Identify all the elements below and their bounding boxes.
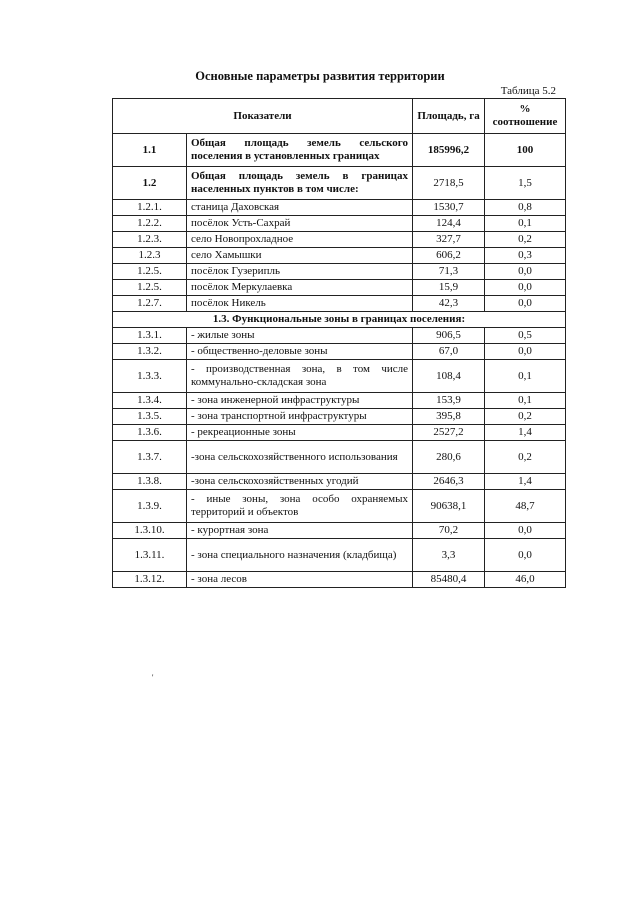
table-row — [113, 134, 566, 167]
row-name: - зона транспортной инфраструктуры — [187, 409, 413, 425]
row-percent: 0,0 — [485, 539, 566, 572]
row-number: 1.3.2. — [113, 344, 187, 360]
row-percent: 0,1 — [485, 216, 566, 232]
row-number: 1.3.10. — [113, 523, 187, 539]
row-name: - жилые зоны — [187, 328, 413, 344]
row-name: - зона специального назначения (кладбища) — [187, 539, 413, 572]
row-number: 1.2 — [113, 167, 187, 200]
parameters-table — [112, 98, 566, 588]
row-area: 2646,3 — [413, 474, 485, 490]
row-name: Общая площадь земель сельского поселения в установленных границах — [187, 134, 413, 167]
row-area: 42,3 — [413, 296, 485, 312]
row-percent: 46,0 — [485, 572, 566, 588]
row-number: 1.3.5. — [113, 409, 187, 425]
table-row — [113, 572, 566, 588]
row-number: 1.3.12. — [113, 572, 187, 588]
row-area: 67,0 — [413, 344, 485, 360]
table-row — [113, 296, 566, 312]
table-row — [113, 280, 566, 296]
row-name: посёлок Никель — [187, 296, 413, 312]
row-percent: 1,5 — [485, 167, 566, 200]
row-percent: 0,2 — [485, 409, 566, 425]
row-name: -зона сельскохозяйственных угодий — [187, 474, 413, 490]
table-row — [113, 523, 566, 539]
row-name: - производственная зона, в том числе коммунально-складская зона — [187, 360, 413, 393]
row-number: 1.2.5. — [113, 264, 187, 280]
row-number: 1.3.1. — [113, 328, 187, 344]
row-number: 1.2.2. — [113, 216, 187, 232]
row-number: 1.2.7. — [113, 296, 187, 312]
row-name: - общественно-деловые зоны — [187, 344, 413, 360]
row-percent: 100 — [485, 134, 566, 167]
row-area: 90638,1 — [413, 490, 485, 523]
table-row — [113, 328, 566, 344]
row-name: -зона сельскохозяйственного использования — [187, 441, 413, 474]
row-name: село Хамышки — [187, 248, 413, 264]
row-percent: 0,8 — [485, 200, 566, 216]
table-row — [113, 360, 566, 393]
row-percent: 1,4 — [485, 425, 566, 441]
row-number: 1.2.3 — [113, 248, 187, 264]
table-row — [113, 264, 566, 280]
row-area: 327,7 — [413, 232, 485, 248]
row-name: - иные зоны, зона особо охраняемых территорий и объектов — [187, 490, 413, 523]
table-row — [113, 393, 566, 409]
row-number: 1.3.8. — [113, 474, 187, 490]
row-name: посёлок Усть-Сахрай — [187, 216, 413, 232]
row-name: село Новопрохладное — [187, 232, 413, 248]
row-name: посёлок Меркулаевка — [187, 280, 413, 296]
table-row — [113, 441, 566, 474]
row-percent: 0,5 — [485, 328, 566, 344]
row-number: 1.3.6. — [113, 425, 187, 441]
row-percent: 0,2 — [485, 232, 566, 248]
row-area: 70,2 — [413, 523, 485, 539]
stray-mark: ' — [152, 673, 154, 682]
row-area: 3,3 — [413, 539, 485, 572]
table-row — [113, 409, 566, 425]
row-area: 71,3 — [413, 264, 485, 280]
table-body — [113, 134, 566, 588]
section-functional-zones: 1.3. Функциональные зоны в границах поселения: — [113, 312, 566, 328]
row-name: станица Даховская — [187, 200, 413, 216]
row-name: - зона лесов — [187, 572, 413, 588]
table-row — [113, 232, 566, 248]
row-number: 1.3.9. — [113, 490, 187, 523]
row-number: 1.2.1. — [113, 200, 187, 216]
row-percent: 0,1 — [485, 360, 566, 393]
row-area: 185996,2 — [413, 134, 485, 167]
row-percent: 0,0 — [485, 264, 566, 280]
row-percent: 0,1 — [485, 393, 566, 409]
row-name: Общая площадь земель в границах населенных пунктов в том числе: — [187, 167, 413, 200]
table-row — [113, 539, 566, 572]
section-header-row — [113, 312, 566, 328]
row-number: 1.3.11. — [113, 539, 187, 572]
row-number: 1.2.5. — [113, 280, 187, 296]
table-row — [113, 167, 566, 200]
table-label: Таблица 5.2 — [500, 85, 556, 97]
row-percent: 0,3 — [485, 248, 566, 264]
header-indicators: Показатели — [113, 99, 413, 134]
header-percent: % соотношение — [485, 99, 566, 134]
table-row — [113, 248, 566, 264]
row-number: 1.2.3. — [113, 232, 187, 248]
row-area: 395,8 — [413, 409, 485, 425]
row-area: 2527,2 — [413, 425, 485, 441]
table-row — [113, 474, 566, 490]
table-header-row — [113, 99, 566, 134]
row-area: 85480,4 — [413, 572, 485, 588]
row-area: 1530,7 — [413, 200, 485, 216]
row-area: 15,9 — [413, 280, 485, 296]
row-name: - курортная зона — [187, 523, 413, 539]
row-percent: 1,4 — [485, 474, 566, 490]
row-name: посёлок Гузерипль — [187, 264, 413, 280]
page-title: Основные параметры развития территории — [195, 69, 445, 83]
row-area: 2718,5 — [413, 167, 485, 200]
table-row — [113, 200, 566, 216]
row-percent: 0,0 — [485, 344, 566, 360]
header-area: Площадь, га — [413, 99, 485, 134]
table-row — [113, 490, 566, 523]
row-area: 153,9 — [413, 393, 485, 409]
row-percent: 0,0 — [485, 280, 566, 296]
table-row — [113, 425, 566, 441]
row-percent: 0,2 — [485, 441, 566, 474]
row-area: 108,4 — [413, 360, 485, 393]
row-area: 906,5 — [413, 328, 485, 344]
row-percent: 0,0 — [485, 523, 566, 539]
row-name: - рекреационные зоны — [187, 425, 413, 441]
row-number: 1.3.7. — [113, 441, 187, 474]
row-area: 606,2 — [413, 248, 485, 264]
table-row — [113, 216, 566, 232]
row-area: 124,4 — [413, 216, 485, 232]
table-row — [113, 344, 566, 360]
row-area: 280,6 — [413, 441, 485, 474]
row-name: - зона инженерной инфраструктуры — [187, 393, 413, 409]
row-percent: 48,7 — [485, 490, 566, 523]
row-number: 1.3.4. — [113, 393, 187, 409]
row-number: 1.3.3. — [113, 360, 187, 393]
row-percent: 0,0 — [485, 296, 566, 312]
row-number: 1.1 — [113, 134, 187, 167]
